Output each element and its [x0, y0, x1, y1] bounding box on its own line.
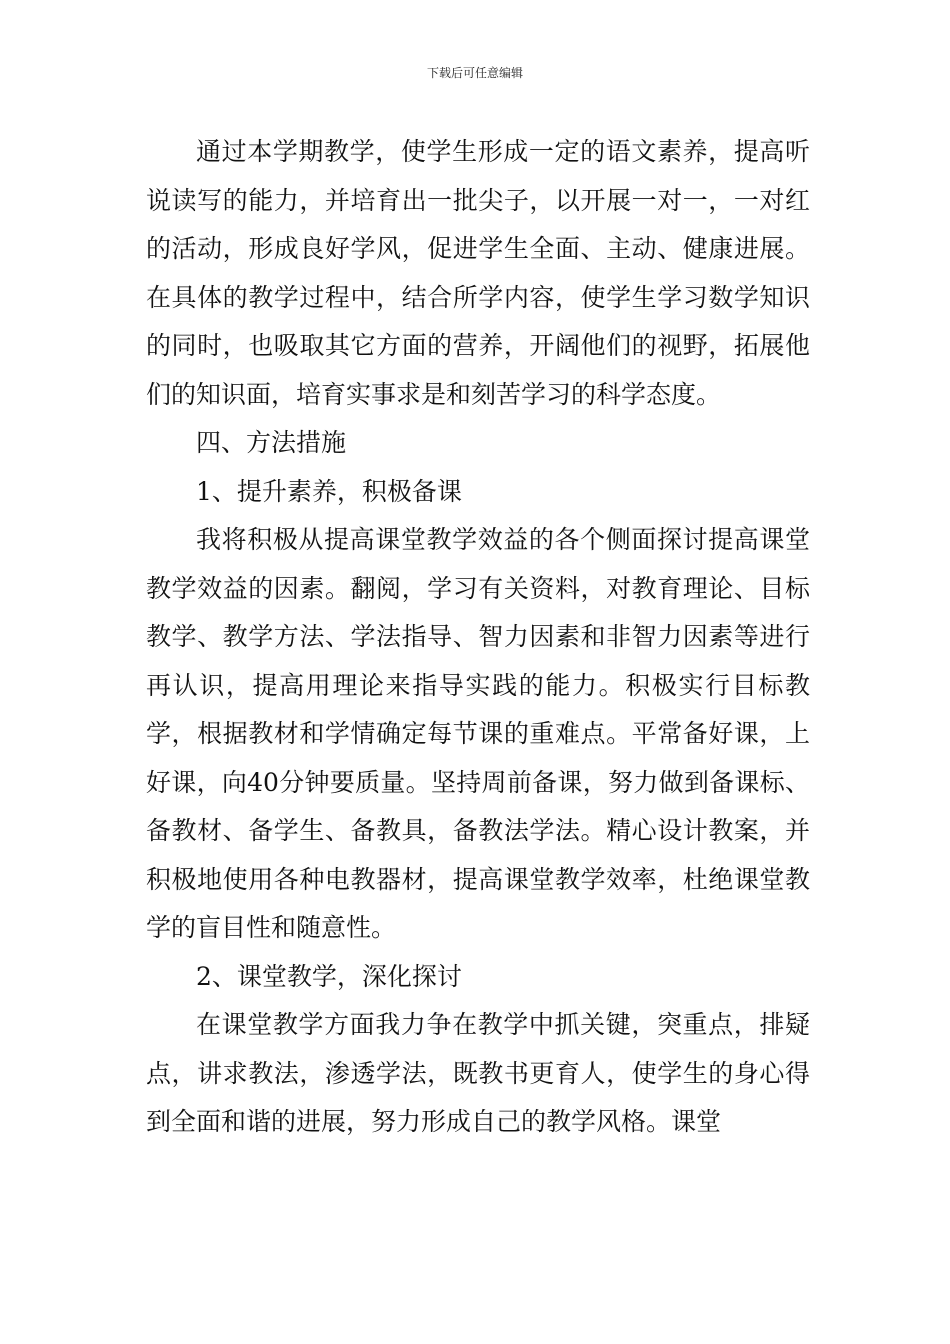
paragraph-classroom-teaching: 在课堂教学方面我力争在教学中抓关键，突重点，排疑点，讲求教法，渗透学法，既教书更育人，使学生的身心得到全面和谐的进展，努力形成自己的教学风格。课堂: [146, 1010, 810, 1136]
subheading-classroom-teaching: 2、课堂教学，深化探讨: [196, 961, 462, 991]
page-header: 下载后可任意编辑: [426, 66, 523, 80]
document-body: [146, 128, 810, 1147]
paragraph-goals: 通过本学期教学，使学生形成一定的语文素养，提高听说读写的能力，并培育出一批尖子，以开展一对一，一对红的活动，形成良好学风，促进学生全面、主动、健康进展。在具体的教学过程中，结合所学内容，使学生学习数学知识的同时，也吸取其它方面的营养，开阔他们的视野，拓展他们的知识面，培育实事求是和刻苦学习的科学态度。: [146, 137, 810, 409]
section-heading-methods: 四、方法措施: [196, 428, 347, 457]
paragraph-lesson-prep: 我将积极从提高课堂教学效益的各个侧面探讨提高课堂教学效益的因素。翻阅，学习有关资料，对教育理论、目标教学、教学方法、学法指导、智力因素和非智力因素等进行再认识，提高用理论来指导实践的能力。积极实行目标教学，根据教材和学情确定每节课的重难点。平常备好课，上好课，向40分钟要质量。坚持周前备课，努力做到备课标、备教材、备学生、备教具，备教法学法。精心设计教案，并积极地使用各种电教器材，提高课堂教学效率，杜绝课堂教学的盲目性和随意性。: [146, 525, 810, 942]
subheading-lesson-prep: 1、提升素养，积极备课: [196, 476, 462, 506]
